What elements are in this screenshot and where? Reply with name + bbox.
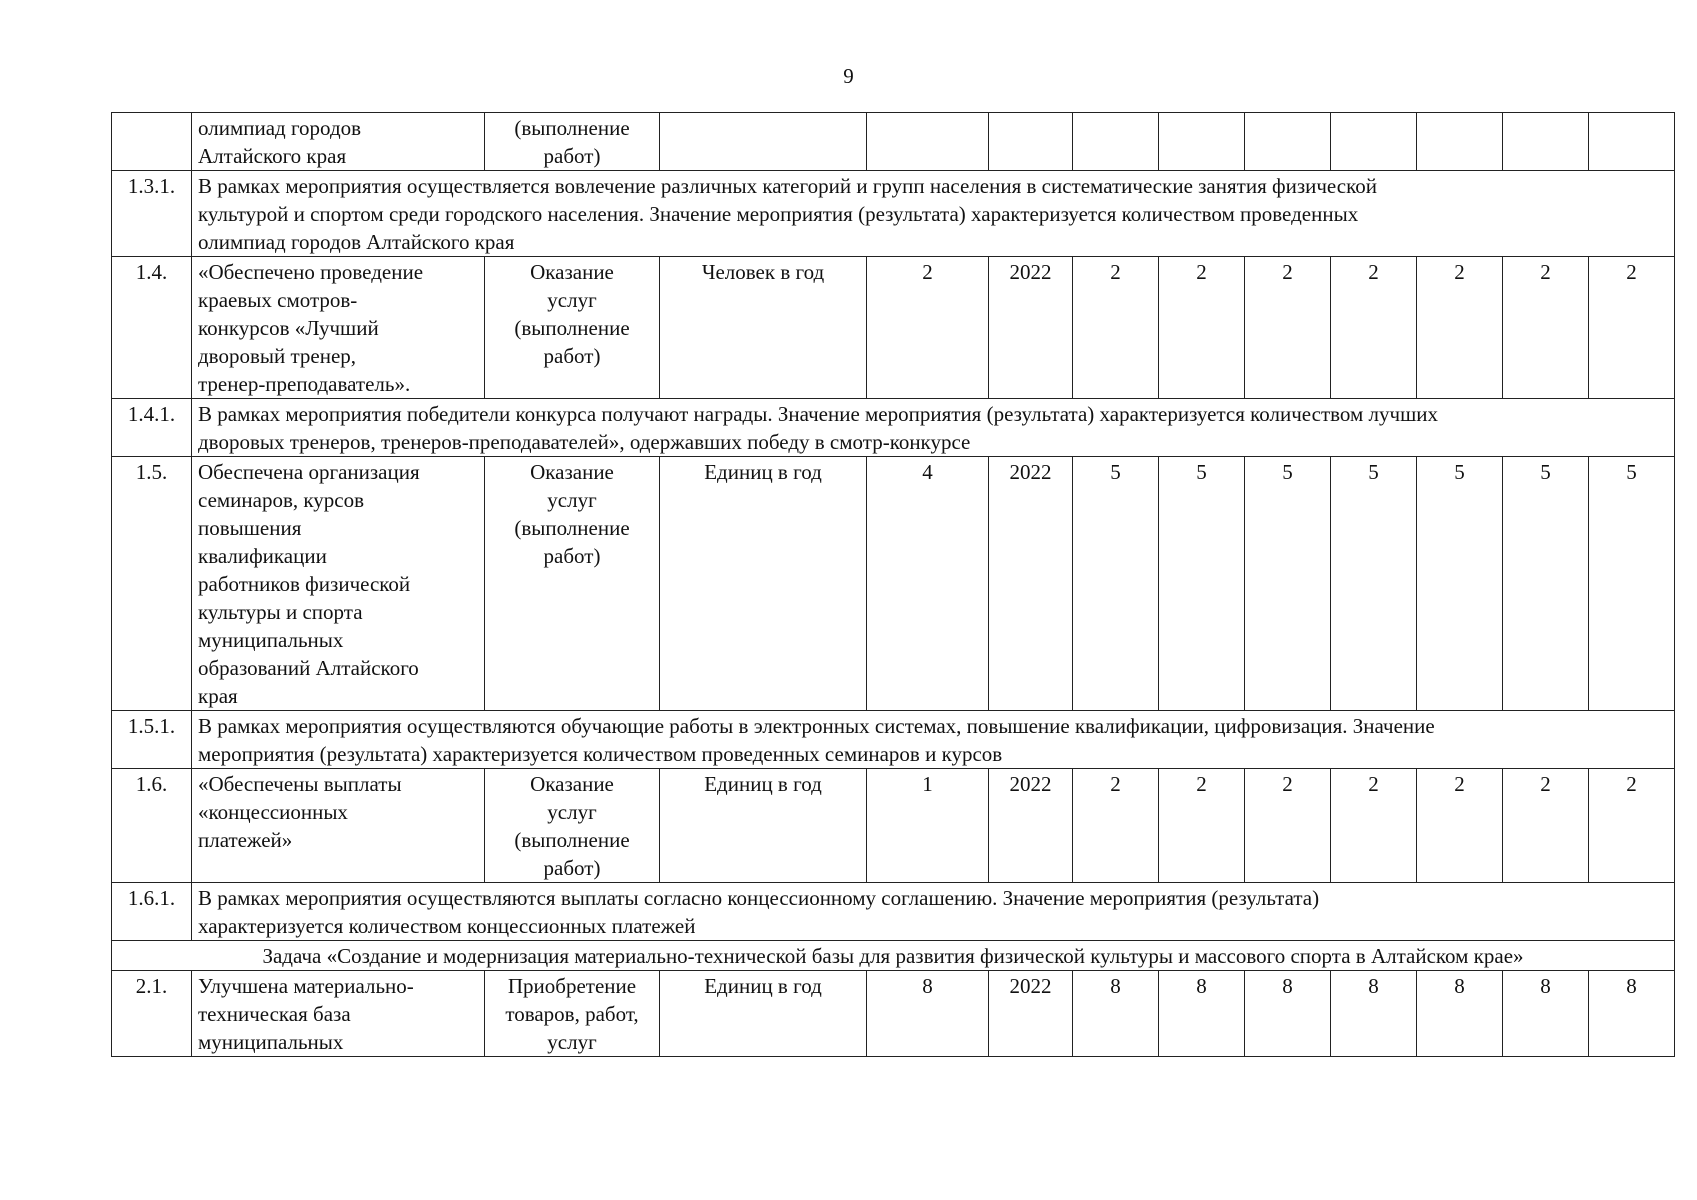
text-line: техническая база	[198, 1002, 351, 1026]
text-line: Оказание	[530, 460, 614, 484]
year-value: 8	[1503, 971, 1589, 1057]
year-value	[1245, 113, 1331, 171]
table-row-note	[112, 711, 1675, 769]
indicator-name	[192, 257, 485, 399]
text-line: Улучшена материально-	[198, 974, 414, 998]
row-number: 2.1.	[112, 971, 192, 1057]
year-value: 5	[1417, 457, 1503, 711]
unit-of-measure: Единиц в год	[660, 457, 867, 711]
row-number: 1.6.1.	[112, 883, 192, 941]
year-value	[1503, 113, 1589, 171]
table-row-item	[112, 769, 1675, 883]
text-line: Алтайского края	[198, 144, 347, 168]
text-line: работ)	[543, 544, 601, 568]
year-value: 8	[1331, 971, 1417, 1057]
year-value: 2	[1159, 769, 1245, 883]
base-value: 4	[867, 457, 989, 711]
row-number: 1.4.	[112, 257, 192, 399]
year-value: 5	[1159, 457, 1245, 711]
text-line: товаров, работ,	[505, 1002, 639, 1026]
year-value: 2	[1503, 769, 1589, 883]
year-value	[1331, 113, 1417, 171]
text-line: В рамках мероприятия осуществляются выплаты согласно концессионному соглашению. Значение мероприятия (результата)	[198, 886, 1320, 910]
year-value: 2	[1589, 257, 1675, 399]
text-line: Приобретение	[507, 974, 637, 998]
row-number: 1.6.	[112, 769, 192, 883]
base-value: 2	[867, 257, 989, 399]
text-line: «концессионных	[198, 800, 348, 824]
year-value: 2	[1073, 769, 1159, 883]
unit-of-measure	[660, 113, 867, 171]
text-line: семинаров, курсов	[198, 488, 365, 512]
text-line: культуры и спорта	[198, 600, 363, 624]
year-value: 5	[1503, 457, 1589, 711]
unit-of-measure: Человек в год	[660, 257, 867, 399]
text-line: Обеспечена организация	[198, 460, 420, 484]
text-line: муниципальных	[198, 628, 344, 652]
text-line: Оказание	[530, 260, 614, 284]
indicator-name	[192, 769, 485, 883]
text-line: мероприятия (результата) характеризуется количеством проведенных семинаров и курсов	[198, 742, 1003, 766]
text-line: работ)	[543, 144, 601, 168]
text-line: повышения	[198, 516, 302, 540]
indicator-name	[192, 457, 485, 711]
activity-type	[485, 257, 660, 399]
activity-type	[485, 113, 660, 171]
row-number: 1.5.	[112, 457, 192, 711]
text-line: «Обеспечено проведение	[198, 260, 424, 284]
indicators-table	[111, 112, 1675, 1057]
result-description	[192, 883, 1675, 941]
text-line: квалификации	[198, 544, 327, 568]
base-year: 2022	[989, 769, 1073, 883]
year-value: 2	[1073, 257, 1159, 399]
year-value: 2	[1589, 769, 1675, 883]
year-value: 5	[1245, 457, 1331, 711]
year-value: 2	[1417, 257, 1503, 399]
text-line: характеризуется количеством концессионных платежей	[198, 914, 696, 938]
text-line: краевых смотров-	[198, 288, 358, 312]
indicator-name	[192, 113, 485, 171]
year-value: 8	[1073, 971, 1159, 1057]
text-line: олимпиад городов	[198, 116, 362, 140]
table-row-note	[112, 399, 1675, 457]
row-number	[112, 113, 192, 171]
row-number: 1.4.1.	[112, 399, 192, 457]
base-year: 2022	[989, 971, 1073, 1057]
text-line: В рамках мероприятия осуществляются обучающие работы в электронных системах, повышение квалификации, цифровизация. Значение	[198, 714, 1435, 738]
text-line: олимпиад городов Алтайского края	[198, 230, 515, 254]
text-line: В рамках мероприятия победители конкурса получают награды. Значение мероприятия (результата) характеризуется количеством лучших	[198, 402, 1438, 426]
table-row-item	[112, 457, 1675, 711]
table-row-note	[112, 883, 1675, 941]
text-line: (выполнение	[514, 828, 630, 852]
year-value: 8	[1245, 971, 1331, 1057]
year-value	[1073, 113, 1159, 171]
task-heading	[112, 941, 1675, 971]
year-value: 8	[1589, 971, 1675, 1057]
unit-of-measure: Единиц в год	[660, 971, 867, 1057]
text-line: «Обеспечены выплаты	[198, 772, 402, 796]
table-row-item	[112, 971, 1675, 1057]
page-number: 9	[843, 64, 854, 88]
unit-of-measure: Единиц в год	[660, 769, 867, 883]
year-value	[1159, 113, 1245, 171]
text-line: работников физической	[198, 572, 411, 596]
year-value: 2	[1503, 257, 1589, 399]
year-value: 2	[1417, 769, 1503, 883]
base-year	[989, 113, 1073, 171]
year-value	[1417, 113, 1503, 171]
year-value: 2	[1159, 257, 1245, 399]
activity-type	[485, 769, 660, 883]
base-year: 2022	[989, 457, 1073, 711]
indicator-name	[192, 971, 485, 1057]
table-row-item	[112, 113, 1675, 171]
text-line: дворовый тренер,	[198, 344, 357, 368]
year-value: 2	[1245, 257, 1331, 399]
text-line: (выполнение	[514, 116, 630, 140]
table-row-task	[112, 941, 1675, 971]
text-line: дворовых тренеров, тренеров-преподавателей», одержавших победу в смотр-конкурсе	[198, 430, 971, 454]
result-description	[192, 171, 1675, 257]
activity-type	[485, 457, 660, 711]
base-value: 8	[867, 971, 989, 1057]
base-value: 1	[867, 769, 989, 883]
table-row-item	[112, 257, 1675, 399]
text-line: работ)	[543, 856, 601, 880]
year-value: 8	[1417, 971, 1503, 1057]
result-description	[192, 399, 1675, 457]
year-value: 5	[1589, 457, 1675, 711]
year-value: 5	[1073, 457, 1159, 711]
activity-type	[485, 971, 660, 1057]
text-line: образований Алтайского	[198, 656, 419, 680]
text-line: услуг	[547, 1030, 597, 1054]
year-value: 2	[1245, 769, 1331, 883]
year-value: 2	[1331, 257, 1417, 399]
table-body	[112, 113, 1675, 1057]
text-line: муниципальных	[198, 1030, 344, 1054]
text-line: услуг	[547, 800, 597, 824]
base-value	[867, 113, 989, 171]
task-heading-text: Задача «Создание и модернизация материально-технической базы для развития физической культуры и массового спорта в Алтайском крае»	[262, 944, 1524, 968]
table-row-note	[112, 171, 1675, 257]
text-line: платежей»	[198, 828, 293, 852]
text-line: (выполнение	[514, 316, 630, 340]
text-line: тренер-преподаватель».	[198, 372, 411, 396]
text-line: Оказание	[530, 772, 614, 796]
row-number: 1.3.1.	[112, 171, 192, 257]
text-line: услуг	[547, 488, 597, 512]
text-line: работ)	[543, 344, 601, 368]
base-year: 2022	[989, 257, 1073, 399]
text-line: услуг	[547, 288, 597, 312]
year-value	[1589, 113, 1675, 171]
year-value: 2	[1331, 769, 1417, 883]
row-number: 1.5.1.	[112, 711, 192, 769]
text-line: В рамках мероприятия осуществляется вовлечение различных категорий и групп населения в систематические занятия физической	[198, 174, 1377, 198]
year-value: 8	[1159, 971, 1245, 1057]
text-line: культурой и спортом среди городского населения. Значение мероприятия (результата) характеризуется количеством проведенных	[198, 202, 1359, 226]
text-line: конкурсов «Лучший	[198, 316, 379, 340]
year-value: 5	[1331, 457, 1417, 711]
text-line: края	[198, 684, 238, 708]
text-line: (выполнение	[514, 516, 630, 540]
result-description	[192, 711, 1675, 769]
